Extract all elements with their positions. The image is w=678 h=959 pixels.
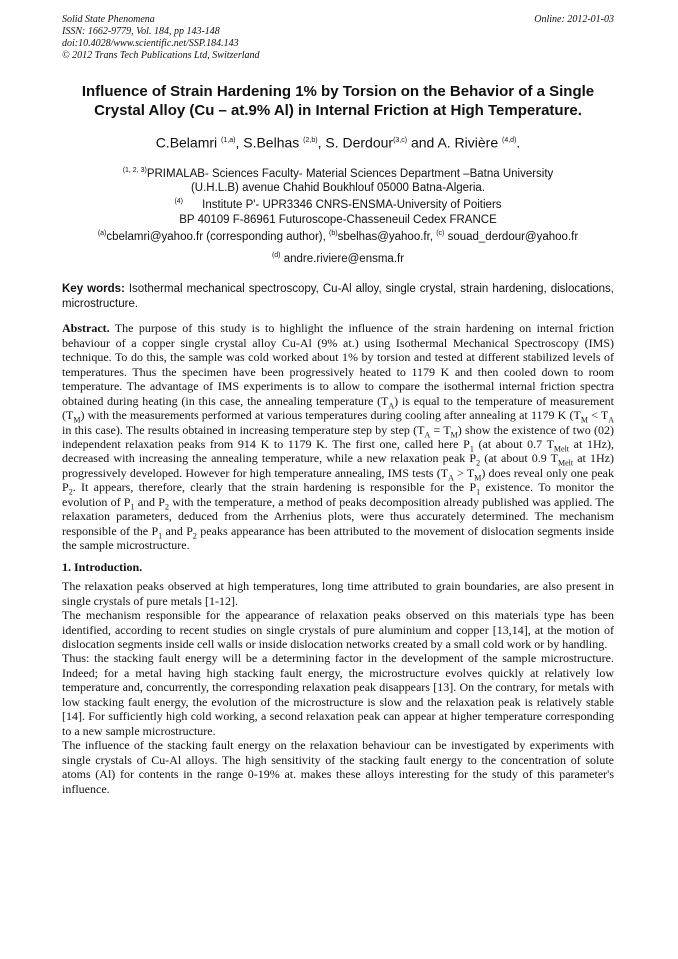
author-superscript: (3,c) xyxy=(393,137,408,144)
section-heading: 1. Introduction. xyxy=(62,559,143,574)
author-list: C.Belamri $^{(1,a)}$, S.Belhas $^{(2,b)}$, S. Derdour$^{(3,c)}$ and A. Rivière $^{(4,d)}$. xyxy=(155,134,521,151)
affiliation-line: BP 40109 F-86961 Futuroscope-Chasseneuil Cedex FRANCE xyxy=(179,213,497,226)
author-name: S. Derdour xyxy=(325,134,394,151)
journal-name: Solid State Phenomena xyxy=(62,14,155,25)
paragraph: Thus: the stacking fault energy will be a determining factor in the development of the sample microstructure. Indeed; for a metal having high stacking fault energy, the microstructure evolves quickly at relatively low temperature and, concurrently, the corresponding relaxation peak disappears [13]. On the contrary, for metals with low stacking fault energy, the evolution of the microstructure is slow and the relaxation peak is relatively stable [14]. For sufficiently high cold working, a second relaxation peak can appear at higher temperature corresponding to a new sample microstructure. xyxy=(62,651,614,738)
abstract-label: Abstract. xyxy=(62,321,110,336)
keywords xyxy=(62,282,614,311)
author-name: A. Rivière xyxy=(437,134,499,151)
affiliation-line: $^{(4)}$ Institute P'- UPR3346 CNRS-ENSMA-University of Poitiers xyxy=(174,198,502,212)
email-line: $^{(a)}$cbelamri@yahoo.fr (corresponding author), $^{(b)}$sbelhas@yahoo.fr, $^{(c)}$ souad_derdour@yahoo.fr xyxy=(97,229,579,243)
abstract: Abstract. The purpose of this study is to highlight the influence of the strain hardening on internal friction behaviour of a copper single crystal alloy Cu-Al (9% at.) using Isothermal Mechanical Spectroscopy (IMS) technique. To do this, the sample was cold worked about 1% by torsion and tested at different stabilized levels of temperatures. Thus the specimen have been progressively heated to 1179 K and then cooled down to room temperature. The advantage of IMS experiments is to allow to compare the isothermal internal friction spectra obtained during heating (in this case, the annealing temperature $(T_A)$ is equal to the temperature of measurement $(T_M)$ with the measurements performed at various temperatures during cooling after annealing at 1179 K ($T_M < T_A$ in this case). The results obtained in increasing temperature step by step $(T_A = T_M)$ show the existence of two (02) independent relaxation peaks from 914 K to 1179 K. The first one, called here $P_1$ (at about 0.7 $T_{Melt}$ at 1Hz), decreased with increasing the annealing temperature, while a new relaxation peak $P_2$ (at about 0.9 $T_{Melt}$ at 1Hz) progressively developed. However for high temperature annealing, IMS tests $(T_A > T_M)$ does reveal only one peak $P_2$. It appears, therefore, clearly that the strain hardening is responsible for the $P_1$ existence. To monitor the evolution of $P_1$ and $P_2$ with the temperature, a method of peaks decomposition already published was applied. The relaxation parameters, deduced from the Arrhenius plots, were thus accurately determined. The mechanism responsible of the $P_1$ and $P_2$ peaks appearance has been attributed to the movement of dislocation segments inside the sample microstructure. xyxy=(62,321,615,553)
affiliations xyxy=(62,164,614,267)
copyright-line: © 2012 Trans Tech Publications Ltd, Switzerland xyxy=(62,50,260,61)
author-conjunction: and xyxy=(410,134,435,151)
paper-page xyxy=(62,14,614,796)
author-name: S.Belhas xyxy=(243,134,300,151)
doi-line: doi:10.4028/www.scientific.net/SSP.184.143 xyxy=(62,38,239,49)
issn-line: ISSN: 1662-9779, Vol. 184, pp 143-148 xyxy=(62,26,220,37)
journal-header xyxy=(62,14,614,62)
email-line: $^{(d)}$ andre.riviere@ensma.fr xyxy=(271,252,405,265)
introduction-body xyxy=(62,579,614,796)
keywords-label: Key words: xyxy=(62,283,125,296)
online-date: Online: 2012-01-03 xyxy=(534,14,614,25)
author-superscript: (1,a) xyxy=(221,137,236,144)
affiliation-line: $^{(1, 2, 3)}$PRIMALAB- Sciences Faculty- Material Sciences Department –Batna University xyxy=(122,166,554,180)
paragraph: The mechanism responsible for the appearance of relaxation peaks observed on this materials type has been identified, according to recent studies on single crystals of pure aluminium and copper [13,14], at the motion of dislocation segments inside cell walls or inside dislocation networks created by a small cold work or by handling. xyxy=(62,608,614,651)
affiliation-line: (U.H.L.B) avenue Chahid Boukhlouf 05000 Batna-Algeria. xyxy=(190,181,486,194)
paragraph: The relaxation peaks observed at high temperatures, long time attributed to grain boundaries, are also present in single crystals of pure metals [1-12]. xyxy=(62,579,614,608)
author-superscript: (2,b) xyxy=(303,137,318,144)
author-superscript: (4,d) xyxy=(502,137,517,144)
paragraph: The influence of the stacking fault energy on the relaxation behaviour can be investigated by experiments with single crystals of Cu-Al alloys. The high sensitivity of the stacking fault energy to the concentration of solute atoms (Al) for contents in the range 0-19% at. makes these alloys interesting for the study of this parameter's influence. xyxy=(62,738,614,796)
keywords-text: Isothermal mechanical spectroscopy, Cu-Al alloy, single crystal, strain hardening, dislocations, microstructure. xyxy=(62,283,614,310)
paper-title: Influence of Strain Hardening 1% by Torsion on the Behavior of a Single Crystal Alloy (Cu – at.9% Al) in Internal Friction at High Temperature. xyxy=(81,83,595,119)
author-name: C.Belamri xyxy=(155,134,218,151)
